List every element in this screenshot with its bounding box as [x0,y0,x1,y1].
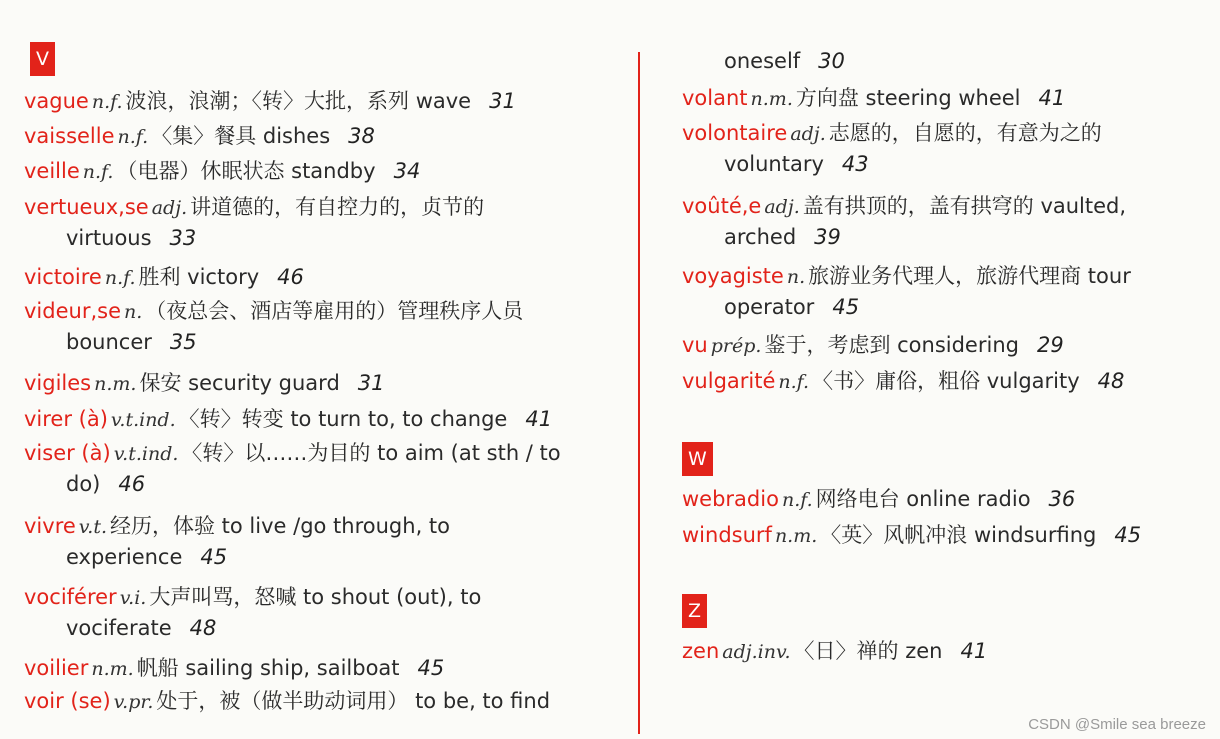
definition: （夜总会、酒店等雇用的）管理秩序人员 [145,299,524,323]
continuation-line [24,542,450,572]
page-number: 29 [1036,333,1064,357]
entry-victoire [24,262,304,293]
continuation-text: virtuous [66,226,152,250]
part-of-speech: v.t.ind. [110,409,176,431]
entry-volant [682,83,1065,114]
definition: 旅游业务代理人，旅游代理商 tour [808,264,1131,288]
definition: 志愿的，自愿的，有意为之的 [828,121,1102,145]
headword: veille [24,159,80,183]
part-of-speech: adj.inv. [722,641,791,663]
part-of-speech: n.m. [94,373,137,395]
page-number: 46 [277,265,304,289]
headword: vigiles [24,371,92,395]
entry-voilier [24,653,444,684]
page-number: 39 [814,225,841,249]
continuation-line [682,222,1126,252]
page-number: 38 [348,124,375,148]
definition: 处于，被（做半助动词用） to be, to find [156,689,551,713]
definition: 〈英〉风帆冲浪 windsurfing [820,523,1097,547]
part-of-speech: n. [786,266,806,288]
page-number: 41 [960,639,988,663]
page-number: 31 [489,89,516,113]
continuation-text: operator [724,295,815,319]
entry-voute [682,191,1126,252]
definition: 讲道德的，有自控力的，贞节的 [190,195,485,219]
page-number: 34 [393,159,421,183]
continuation-text: experience [66,545,183,569]
part-of-speech: v.pr. [113,691,154,713]
page-number: 33 [169,226,197,250]
part-of-speech: n.f. [91,91,123,113]
definition: 盖有拱顶的，盖有拱穹的 vaulted, [802,194,1127,218]
headword: windsurf [682,523,772,547]
definition: 鉴于，考虑到 considering [764,333,1019,357]
continuation-line [682,292,1131,322]
part-of-speech: n. [124,301,143,323]
page-number: 48 [1097,369,1125,393]
page-number: 41 [1038,86,1066,110]
definition: 帆船 sailing ship, sailboat [136,656,400,680]
continuation-line [24,327,523,357]
definition: 〈转〉以……为目的 to aim (at sth / to [181,441,561,465]
page-number: 30 [818,49,845,73]
headword: videur,se [24,299,121,323]
headword: zen [682,639,720,663]
entry-continuation-oneself [682,46,845,76]
part-of-speech: adj. [151,197,188,219]
part-of-speech: n.m. [91,658,134,680]
headword: vulgarité [682,369,776,393]
entry-vu [682,330,1064,361]
definition: 网络电台 online radio [815,487,1031,511]
definition: 方向盘 steering wheel [795,86,1021,110]
continuation-line [24,223,484,253]
headword: vivre [24,514,76,538]
section-letter-w: W [682,442,713,476]
page-number: 43 [841,152,869,176]
entry-zen [682,636,987,667]
headword: volant [682,86,748,110]
definition: 胜利 victory [138,265,260,289]
page-number: 45 [1114,523,1142,547]
part-of-speech: v.t. [78,516,107,538]
page-number: 36 [1048,487,1076,511]
continuation-text: bouncer [66,330,152,354]
entry-vulgarite [682,366,1124,397]
continuation-text: vociferate [66,616,172,640]
continuation-line [24,613,481,643]
continuation-line [24,469,561,499]
entry-vague [24,86,516,117]
entry-veille [24,156,420,187]
headword: voir (se) [24,689,111,713]
part-of-speech: n.f. [117,126,149,148]
part-of-speech: prép. [710,335,762,357]
headword: webradio [682,487,779,511]
headword: victoire [24,265,102,289]
part-of-speech: n.f. [778,371,810,393]
section-letter-z: Z [682,594,707,628]
continuation-text: oneself [724,49,801,73]
entry-vigiles [24,368,385,399]
headword: voyagiste [682,264,784,288]
continuation-text: voluntary [724,152,824,176]
entry-vivre [24,511,450,572]
section-letter-v: V [30,42,55,76]
part-of-speech: adj. [790,123,826,145]
definition: （电器）休眠状态 standby [116,159,376,183]
entry-volontaire [682,118,1102,179]
part-of-speech: n.m. [774,525,818,547]
definition: 〈集〉餐具 dishes [151,124,331,148]
entry-vertueux [24,192,484,253]
part-of-speech: n.f. [104,267,136,289]
part-of-speech: v.i. [119,587,147,609]
column-divider [638,52,640,734]
headword: voilier [24,656,89,680]
page-number: 48 [189,616,217,640]
entry-viser [24,438,561,499]
definition: 〈书〉庸俗，粗俗 vulgarity [812,369,1080,393]
entry-windsurf [682,520,1141,551]
entry-webradio [682,484,1075,515]
part-of-speech: adj. [764,196,800,218]
headword: vague [24,89,89,113]
definition: 保安 security guard [139,371,340,395]
definition: 〈转〉转变 to turn to, to change [178,407,508,431]
part-of-speech: n.f. [781,489,813,511]
continuation-text: arched [724,225,797,249]
entry-videur [24,296,523,357]
page-number: 45 [832,295,860,319]
headword: virer (à) [24,407,108,431]
definition: 波浪，浪潮；〈转〉大批，系列 wave [125,89,472,113]
headword: vu [682,333,708,357]
page-number: 45 [200,545,228,569]
part-of-speech: n.m. [750,88,793,110]
page-number: 31 [357,371,385,395]
entry-vociferer [24,582,481,643]
headword: voûté,e [682,194,762,218]
headword: volontaire [682,121,788,145]
headword: vertueux,se [24,195,149,219]
definition: 〈日〉禅的 zen [793,639,943,663]
page-number: 41 [525,407,553,431]
part-of-speech: n.f. [82,161,114,183]
page-number: 35 [169,330,197,354]
entry-vaisselle [24,121,375,152]
entry-voyagiste [682,261,1131,322]
page-number: 45 [417,656,445,680]
headword: vaisselle [24,124,115,148]
headword: viser (à) [24,441,111,465]
watermark: CSDN @Smile sea breeze [1028,716,1206,733]
part-of-speech: v.t.ind. [113,443,179,465]
page-number: 46 [118,472,146,496]
continuation-line [682,149,1102,179]
definition: 经历，体验 to live /go through, to [110,514,450,538]
entry-virer [24,404,552,435]
entry-voir [24,686,550,717]
continuation-text: do) [66,472,101,496]
continuation-line [682,46,845,76]
definition: 大声叫骂，怒喊 to shout (out), to [149,585,482,609]
headword: vociférer [24,585,117,609]
